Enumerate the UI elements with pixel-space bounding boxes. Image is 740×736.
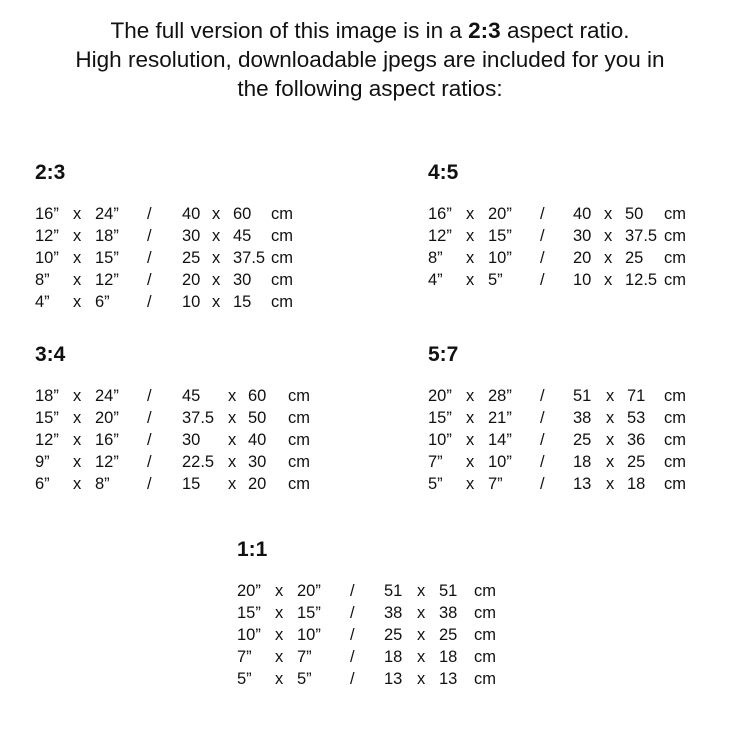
inch-height: 10” xyxy=(297,626,321,644)
size-table xyxy=(35,385,310,495)
inch-height: 24” xyxy=(95,205,119,223)
separator-slash: / xyxy=(540,453,545,471)
times-sign: x xyxy=(466,205,475,223)
inch-width: 15” xyxy=(35,409,59,427)
size-row xyxy=(35,247,293,269)
inch-width: 8” xyxy=(428,249,443,267)
cm-height: 53 xyxy=(627,409,646,427)
separator-slash: / xyxy=(147,409,152,427)
cm-width: 30 xyxy=(182,431,201,449)
separator-slash: / xyxy=(540,271,545,289)
times-sign: x xyxy=(275,648,284,666)
unit-label: cm xyxy=(288,453,310,471)
cm-width: 10 xyxy=(182,293,201,311)
unit-label: cm xyxy=(664,271,686,289)
cm-width: 22.5 xyxy=(182,453,215,471)
inch-height: 14” xyxy=(488,431,512,449)
size-row xyxy=(237,646,496,668)
separator-slash: / xyxy=(540,431,545,449)
times-sign: x xyxy=(466,271,475,289)
cm-height: 37.5 xyxy=(625,227,658,245)
unit-label: cm xyxy=(474,670,496,688)
times-sign: x xyxy=(466,453,475,471)
unit-label: cm xyxy=(474,648,496,666)
times-sign: x xyxy=(606,409,615,427)
cm-width: 13 xyxy=(384,670,403,688)
inch-height: 21” xyxy=(488,409,512,427)
ratio-block-4-5 xyxy=(428,161,686,291)
inch-height: 20” xyxy=(95,409,119,427)
unit-label: cm xyxy=(664,431,686,449)
separator-slash: / xyxy=(540,227,545,245)
cm-width: 25 xyxy=(573,431,592,449)
unit-label: cm xyxy=(664,409,686,427)
times-sign: x xyxy=(275,582,284,600)
cm-width: 38 xyxy=(573,409,592,427)
times-sign: x xyxy=(466,227,475,245)
inch-height: 16” xyxy=(95,431,119,449)
cm-height: 30 xyxy=(248,453,267,471)
times-sign: x xyxy=(228,453,237,471)
size-row xyxy=(428,385,686,407)
size-row xyxy=(428,429,686,451)
times-sign: x xyxy=(606,431,615,449)
unit-label: cm xyxy=(664,249,686,267)
unit-label: cm xyxy=(664,387,686,405)
cm-width: 30 xyxy=(573,227,592,245)
ratio-block-1-1 xyxy=(237,538,496,690)
inch-width: 8” xyxy=(35,271,50,289)
inch-height: 28” xyxy=(488,387,512,405)
separator-slash: / xyxy=(540,475,545,493)
inch-width: 10” xyxy=(428,431,452,449)
times-sign: x xyxy=(73,293,82,311)
ratio-heading: 5:7 xyxy=(428,343,459,366)
unit-label: cm xyxy=(664,453,686,471)
times-sign: x xyxy=(228,475,237,493)
size-row xyxy=(35,269,293,291)
times-sign: x xyxy=(604,227,613,245)
ratio-heading: 3:4 xyxy=(35,343,66,366)
ratio-block-5-7 xyxy=(428,343,686,495)
cm-height: 20 xyxy=(248,475,267,493)
inch-width: 10” xyxy=(237,626,261,644)
times-sign: x xyxy=(275,604,284,622)
cm-height: 45 xyxy=(233,227,252,245)
inch-height: 15” xyxy=(95,249,119,267)
cm-width: 25 xyxy=(182,249,201,267)
cm-width: 15 xyxy=(182,475,201,493)
cm-width: 10 xyxy=(573,271,592,289)
size-row xyxy=(35,225,293,247)
size-row xyxy=(35,203,293,225)
times-sign: x xyxy=(212,227,221,245)
inch-width: 5” xyxy=(237,670,252,688)
separator-slash: / xyxy=(147,249,152,267)
size-row xyxy=(35,429,310,451)
intro-text xyxy=(0,16,740,103)
inch-width: 15” xyxy=(237,604,261,622)
size-table xyxy=(428,203,686,291)
cm-height: 13 xyxy=(439,670,458,688)
cm-width: 13 xyxy=(573,475,592,493)
times-sign: x xyxy=(466,409,475,427)
inch-width: 15” xyxy=(428,409,452,427)
unit-label: cm xyxy=(288,409,310,427)
cm-height: 60 xyxy=(248,387,267,405)
inch-width: 10” xyxy=(35,249,59,267)
times-sign: x xyxy=(466,249,475,267)
intro-line-2: High resolution, downloadable jpegs are included for you in xyxy=(75,47,665,72)
inch-width: 20” xyxy=(237,582,261,600)
cm-width: 30 xyxy=(182,227,201,245)
times-sign: x xyxy=(417,604,426,622)
times-sign: x xyxy=(604,271,613,289)
inch-height: 7” xyxy=(488,475,503,493)
inch-width: 18” xyxy=(35,387,59,405)
size-row xyxy=(428,203,686,225)
times-sign: x xyxy=(228,409,237,427)
cm-width: 38 xyxy=(384,604,403,622)
times-sign: x xyxy=(606,475,615,493)
size-row xyxy=(428,247,686,269)
size-row xyxy=(237,668,496,690)
times-sign: x xyxy=(604,205,613,223)
size-row xyxy=(428,225,686,247)
cm-width: 45 xyxy=(182,387,201,405)
separator-slash: / xyxy=(350,626,355,644)
inch-height: 5” xyxy=(488,271,503,289)
unit-label: cm xyxy=(271,205,293,223)
size-row xyxy=(237,602,496,624)
cm-width: 18 xyxy=(384,648,403,666)
inch-width: 12” xyxy=(35,431,59,449)
ratio-block-3-4 xyxy=(35,343,310,495)
cm-height: 60 xyxy=(233,205,252,223)
cm-height: 40 xyxy=(248,431,267,449)
size-row xyxy=(428,407,686,429)
separator-slash: / xyxy=(350,670,355,688)
cm-height: 18 xyxy=(439,648,458,666)
separator-slash: / xyxy=(147,431,152,449)
inch-height: 20” xyxy=(488,205,512,223)
inch-width: 12” xyxy=(35,227,59,245)
size-row xyxy=(237,624,496,646)
cm-width: 25 xyxy=(384,626,403,644)
inch-height: 20” xyxy=(297,582,321,600)
separator-slash: / xyxy=(147,205,152,223)
separator-slash: / xyxy=(147,271,152,289)
size-row xyxy=(35,451,310,473)
separator-slash: / xyxy=(147,227,152,245)
cm-height: 51 xyxy=(439,582,458,600)
cm-width: 40 xyxy=(573,205,592,223)
inch-height: 7” xyxy=(297,648,312,666)
intro-line-3: the following aspect ratios: xyxy=(237,76,503,101)
inch-height: 10” xyxy=(488,453,512,471)
ratio-heading: 4:5 xyxy=(428,161,459,184)
separator-slash: / xyxy=(147,387,152,405)
times-sign: x xyxy=(73,205,82,223)
times-sign: x xyxy=(73,409,82,427)
cm-height: 50 xyxy=(248,409,267,427)
cm-width: 40 xyxy=(182,205,201,223)
cm-height: 38 xyxy=(439,604,458,622)
inch-height: 8” xyxy=(95,475,110,493)
cm-width: 20 xyxy=(573,249,592,267)
unit-label: cm xyxy=(271,227,293,245)
inch-width: 5” xyxy=(428,475,443,493)
cm-width: 18 xyxy=(573,453,592,471)
size-table xyxy=(428,385,686,495)
inch-height: 10” xyxy=(488,249,512,267)
unit-label: cm xyxy=(271,249,293,267)
times-sign: x xyxy=(212,205,221,223)
times-sign: x xyxy=(417,648,426,666)
size-table xyxy=(237,580,496,690)
inch-width: 12” xyxy=(428,227,452,245)
unit-label: cm xyxy=(664,205,686,223)
inch-width: 6” xyxy=(35,475,50,493)
cm-height: 25 xyxy=(439,626,458,644)
times-sign: x xyxy=(466,475,475,493)
size-row xyxy=(428,473,686,495)
times-sign: x xyxy=(228,387,237,405)
inch-height: 12” xyxy=(95,453,119,471)
times-sign: x xyxy=(73,271,82,289)
inch-height: 15” xyxy=(297,604,321,622)
inch-width: 16” xyxy=(428,205,452,223)
times-sign: x xyxy=(73,249,82,267)
times-sign: x xyxy=(212,249,221,267)
times-sign: x xyxy=(73,475,82,493)
inch-height: 6” xyxy=(95,293,110,311)
size-table xyxy=(35,203,293,313)
separator-slash: / xyxy=(147,293,152,311)
separator-slash: / xyxy=(350,582,355,600)
times-sign: x xyxy=(606,387,615,405)
inch-width: 4” xyxy=(35,293,50,311)
unit-label: cm xyxy=(271,271,293,289)
times-sign: x xyxy=(73,453,82,471)
cm-width: 37.5 xyxy=(182,409,215,427)
separator-slash: / xyxy=(540,387,545,405)
unit-label: cm xyxy=(288,475,310,493)
size-row xyxy=(35,473,310,495)
inch-height: 18” xyxy=(95,227,119,245)
ratio-block-2-3 xyxy=(35,161,293,313)
times-sign: x xyxy=(275,670,284,688)
inch-width: 7” xyxy=(428,453,443,471)
inch-width: 20” xyxy=(428,387,452,405)
cm-width: 20 xyxy=(182,271,201,289)
separator-slash: / xyxy=(540,249,545,267)
separator-slash: / xyxy=(350,604,355,622)
cm-height: 18 xyxy=(627,475,646,493)
intro-line-1 xyxy=(0,16,740,45)
ratio-heading: 1:1 xyxy=(237,538,268,561)
times-sign: x xyxy=(606,453,615,471)
times-sign: x xyxy=(466,431,475,449)
unit-label: cm xyxy=(271,293,293,311)
size-row xyxy=(428,269,686,291)
size-row xyxy=(35,407,310,429)
times-sign: x xyxy=(417,626,426,644)
cm-height: 12.5 xyxy=(625,271,658,289)
unit-label: cm xyxy=(664,475,686,493)
inch-height: 12” xyxy=(95,271,119,289)
times-sign: x xyxy=(417,670,426,688)
times-sign: x xyxy=(466,387,475,405)
times-sign: x xyxy=(417,582,426,600)
inch-height: 5” xyxy=(297,670,312,688)
times-sign: x xyxy=(73,227,82,245)
times-sign: x xyxy=(73,387,82,405)
cm-width: 51 xyxy=(384,582,403,600)
inch-height: 15” xyxy=(488,227,512,245)
times-sign: x xyxy=(73,431,82,449)
ratio-heading: 2:3 xyxy=(35,161,66,184)
inch-width: 9” xyxy=(35,453,50,471)
separator-slash: / xyxy=(540,409,545,427)
unit-label: cm xyxy=(288,387,310,405)
cm-height: 36 xyxy=(627,431,646,449)
cm-width: 51 xyxy=(573,387,592,405)
size-row xyxy=(237,580,496,602)
size-row xyxy=(428,451,686,473)
size-row xyxy=(35,385,310,407)
times-sign: x xyxy=(275,626,284,644)
cm-height: 37.5 xyxy=(233,249,266,267)
separator-slash: / xyxy=(147,453,152,471)
unit-label: cm xyxy=(664,227,686,245)
inch-width: 7” xyxy=(237,648,252,666)
inch-height: 24” xyxy=(95,387,119,405)
cm-height: 71 xyxy=(627,387,646,405)
cm-height: 30 xyxy=(233,271,252,289)
separator-slash: / xyxy=(147,475,152,493)
cm-height: 25 xyxy=(625,249,644,267)
times-sign: x xyxy=(212,293,221,311)
cm-height: 15 xyxy=(233,293,252,311)
unit-label: cm xyxy=(474,626,496,644)
intro-line-1-pre: The full version of this image is in a xyxy=(110,18,469,43)
separator-slash: / xyxy=(540,205,545,223)
times-sign: x xyxy=(212,271,221,289)
separator-slash: / xyxy=(350,648,355,666)
unit-label: cm xyxy=(474,582,496,600)
cm-height: 25 xyxy=(627,453,646,471)
size-row xyxy=(35,291,293,313)
inch-width: 16” xyxy=(35,205,59,223)
unit-label: cm xyxy=(474,604,496,622)
unit-label: cm xyxy=(288,431,310,449)
intro-line-1-post: aspect ratio. xyxy=(500,18,630,43)
inch-width: 4” xyxy=(428,271,443,289)
times-sign: x xyxy=(604,249,613,267)
intro-line-1-ratio: 2:3 xyxy=(468,18,501,43)
cm-height: 50 xyxy=(625,205,644,223)
times-sign: x xyxy=(228,431,237,449)
